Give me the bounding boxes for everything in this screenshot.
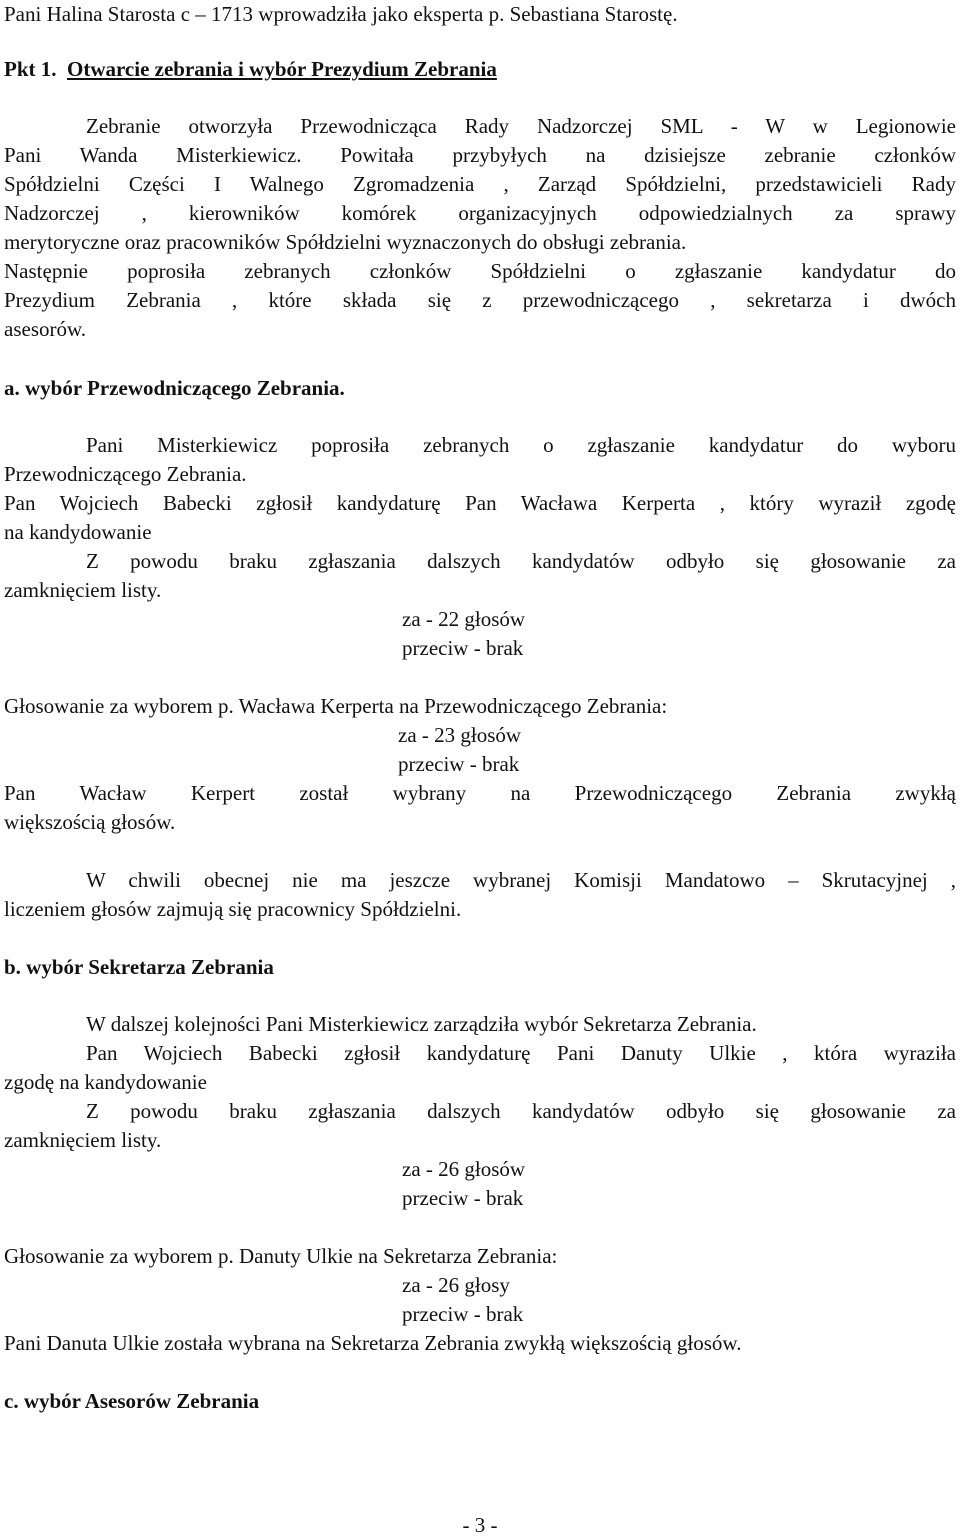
- vote-result-intro: Głosowanie za wyborem p. Wacława Kerperta na Przewodniczącego Zebrania:: [4, 694, 668, 718]
- pkt1-label: Pkt 1.: [4, 57, 57, 81]
- section-a-heading: a. wybór Przewodniczącego Zebrania.: [4, 376, 345, 400]
- pkt1-title: Otwarcie zebrania i wybór Prezydium Zebrania: [67, 57, 497, 81]
- page-number: - 3 -: [462, 1513, 498, 1537]
- section-a-line: zamknięciem listy.: [4, 578, 162, 602]
- vote-result-line: Pan Wacław Kerpert został wybrany na Przewodniczącego Zebrania zwykłą: [4, 781, 956, 805]
- opening-line: Zebranie otworzyła Przewodnicząca Rady Nadzorczej SML - W w Legionowie: [86, 114, 956, 138]
- vote-against: przeciw - brak: [402, 1186, 524, 1210]
- section-b-line: W dalszej kolejności Pani Misterkiewicz zarządziła wybór Sekretarza Zebrania.: [86, 1012, 757, 1036]
- vote-result-intro: Głosowanie za wyborem p. Danuty Ulkie na Sekretarza Zebrania:: [4, 1244, 558, 1268]
- vote-for: za - 26 głosów: [402, 1157, 526, 1181]
- section-a-line: Z powodu braku zgłaszania dalszych kandydatów odbyło się głosowanie za: [86, 549, 956, 573]
- section-a-line: Pani Misterkiewicz poprosiła zebranych o zgłaszanie kandydatur do wyboru: [86, 433, 956, 457]
- vote-against: przeciw - brak: [398, 752, 520, 776]
- section-a-line: na kandydowanie: [4, 520, 152, 544]
- opening-line: Pani Wanda Misterkiewicz. Powitała przybyłych na dzisiejsze zebranie członków: [4, 143, 956, 167]
- section-b-line: Pan Wojciech Babecki zgłosił kandydaturę Pani Danuty Ulkie , która wyraziła: [86, 1041, 956, 1065]
- opening-line: asesorów.: [4, 317, 87, 341]
- section-b-heading: b. wybór Sekretarza Zebrania: [4, 955, 274, 979]
- opening-line: Nadzorczej , kierowników komórek organizacyjnych odpowiedzialnych za sprawy: [4, 201, 956, 225]
- vote-for: za - 23 głosów: [398, 723, 522, 747]
- section-a-line: Przewodniczącego Zebrania.: [4, 462, 247, 486]
- section-b-line: Z powodu braku zgłaszania dalszych kandydatów odbyło się głosowanie za: [86, 1099, 956, 1123]
- intro-line: Pani Halina Starosta c – 1713 wprowadziła jako eksperta p. Sebastiana Starostę.: [4, 2, 678, 26]
- vote-against: przeciw - brak: [402, 1302, 524, 1326]
- vote-for: za - 22 głosów: [402, 607, 526, 631]
- opening-line: merytoryczne oraz pracowników Spółdzielni wyznaczonych do obsługi zebrania.: [4, 230, 687, 254]
- section-b-line: zgodę na kandydowanie: [4, 1070, 207, 1094]
- note-line: liczeniem głosów zajmują się pracownicy Spółdzielni.: [4, 897, 462, 921]
- section-a-line: Pan Wojciech Babecki zgłosił kandydaturę Pan Wacława Kerperta , który wyraził zgodę: [4, 491, 956, 515]
- vote-result-line: większością głosów.: [4, 810, 176, 834]
- section-b-line: zamknięciem listy.: [4, 1128, 162, 1152]
- vote-against: przeciw - brak: [402, 636, 524, 660]
- opening-line: Następnie poprosiła zebranych członków Spółdzielni o zgłaszanie kandydatur do: [4, 259, 956, 283]
- vote-result-line: Pani Danuta Ulkie została wybrana na Sekretarza Zebrania zwykłą większością głosów.: [4, 1331, 742, 1355]
- vote-for: za - 26 głosy: [402, 1273, 510, 1297]
- section-c-heading: c. wybór Asesorów Zebrania: [4, 1389, 260, 1413]
- opening-line: Spółdzielni Części I Walnego Zgromadzenia , Zarząd Spółdzielni, przedstawicieli Rady: [4, 172, 956, 196]
- opening-line: Prezydium Zebrania , które składa się z przewodniczącego , sekretarza i dwóch: [4, 288, 956, 312]
- section-heading-pkt1: [4, 55, 956, 84]
- note-line: W chwili obecnej nie ma jeszcze wybranej Komisji Mandatowo – Skrutacyjnej ,: [86, 868, 956, 892]
